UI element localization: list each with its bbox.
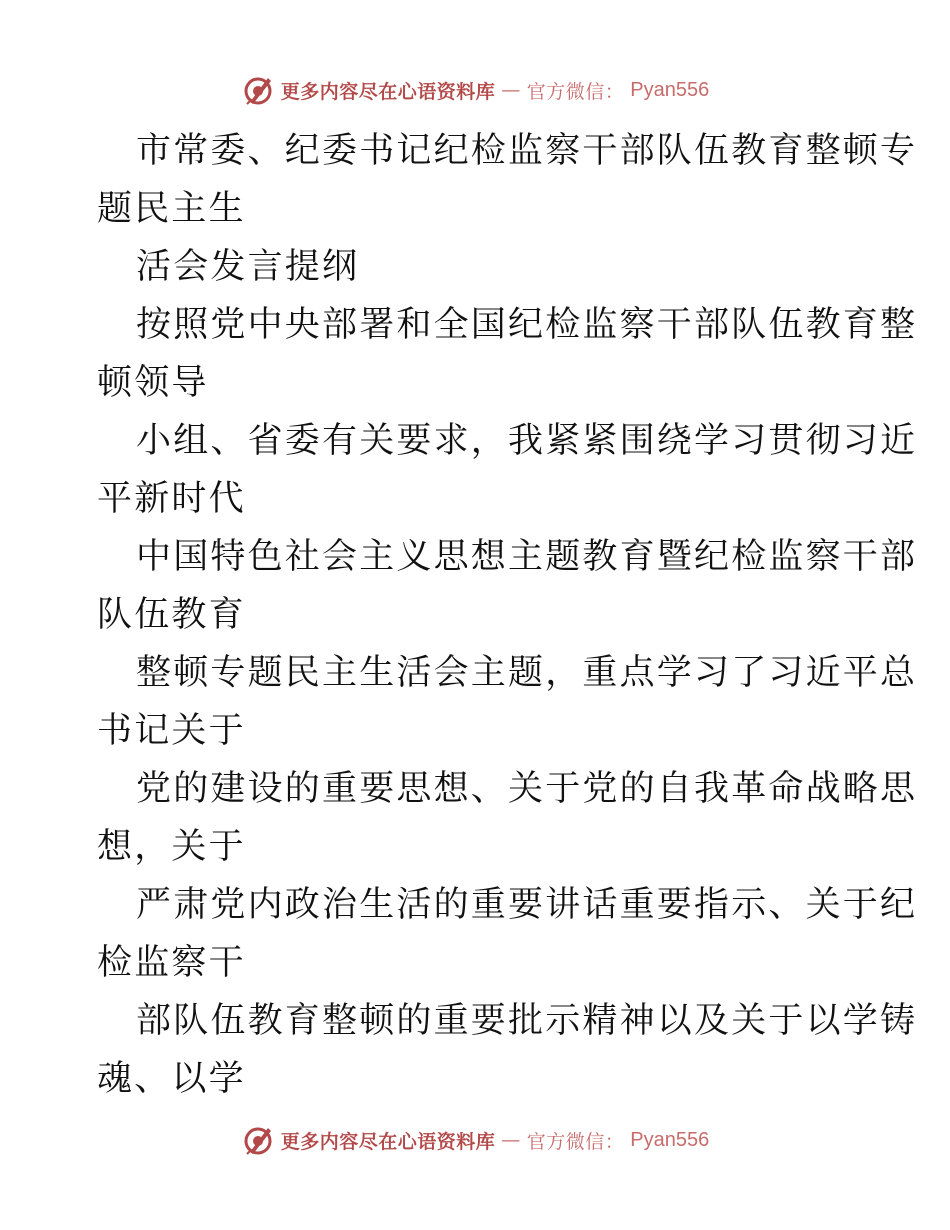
document-line: 严肃党内政治生活的重要讲话重要指示、关于纪 [136,885,918,925]
quill-pen-logo-icon [241,73,275,107]
banner-wechat-id: Pyan556 [630,78,710,101]
banner-official-label: 官方微信： [526,80,625,103]
document-body [97,122,918,1108]
document-line: 题民主生 [97,189,246,229]
document-line: 整顿专题民主生活会主题，重点学习了习近平总 [136,653,918,693]
banner-wechat-id: Pyan556 [630,1128,710,1151]
banner-official-label: 官方微信： [526,1130,625,1153]
document-line: 队伍教育 [97,595,246,635]
footer-banner [0,1122,950,1158]
document-line: 中国特色社会主义思想主题教育暨纪检监察干部 [136,537,918,577]
header-banner [0,72,950,108]
document-line: 检监察干 [97,943,246,983]
document-line: 按照党中央部署和全国纪检监察干部队伍教育整 [136,305,918,345]
banner-promo-text: 更多内容尽在心语资料库 [280,1130,496,1153]
banner-separator: — [501,1129,521,1151]
document-line: 平新时代 [97,479,246,519]
quill-pen-logo-icon [241,1123,275,1157]
document-line: 活会发言提纲 [136,247,360,287]
banner-separator: — [501,79,521,101]
document-line: 小组、省委有关要求，我紧紧围绕学习贯彻习近 [136,421,918,461]
document-line: 顿领导 [97,363,209,403]
document-line: 想，关于 [97,827,246,867]
document-line: 魂、以学 [97,1059,246,1099]
document-line: 市常委、纪委书记纪检监察干部队伍教育整顿专 [136,131,918,171]
document-line: 部队伍教育整顿的重要批示精神以及关于以学铸 [136,1001,918,1041]
document-line: 书记关于 [97,711,246,751]
document-line: 党的建设的重要思想、关于党的自我革命战略思 [136,769,918,809]
banner-promo-text: 更多内容尽在心语资料库 [280,80,496,103]
